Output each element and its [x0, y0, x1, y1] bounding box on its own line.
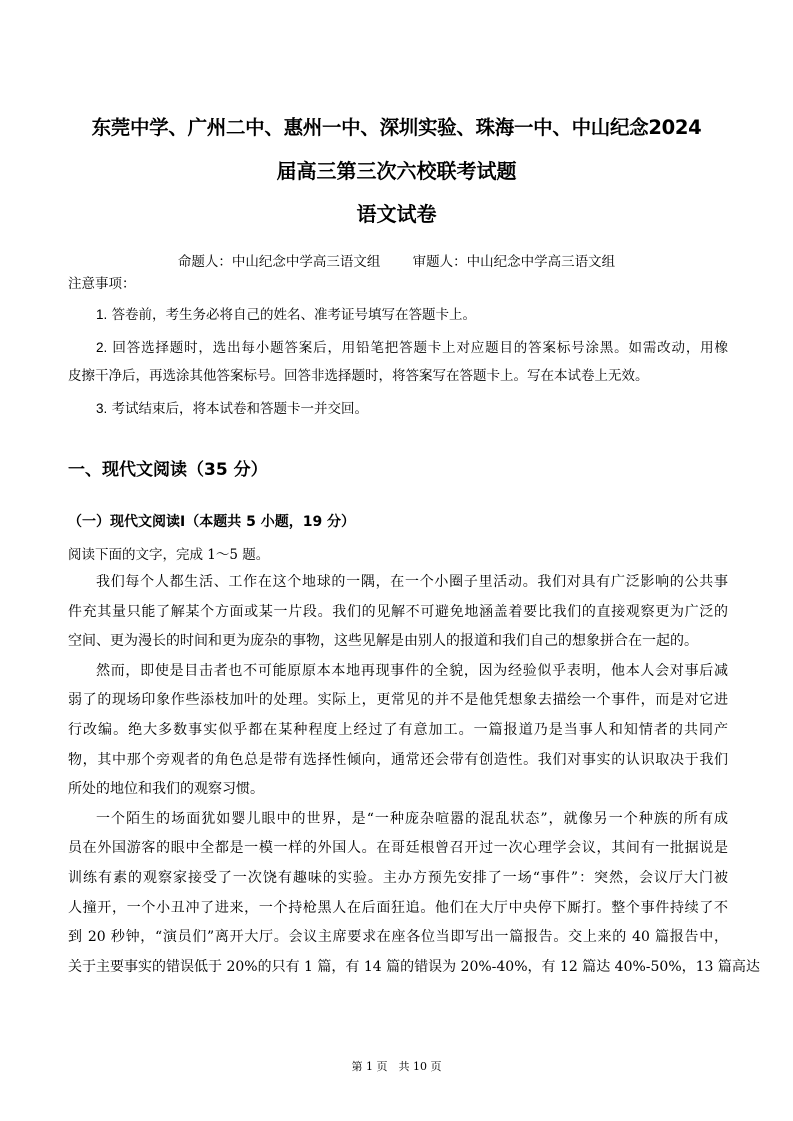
page-footer: 第 1 页 共 10 页 — [351, 1060, 442, 1073]
paragraph-line: 员在外国游客的眼中全都是一模一样的外国人。在哥廷根曾召开过一次心理学会议，其间有一批据说是 — [68, 840, 728, 857]
paragraph-line: 到 20 秒钟，“演员们”离开大厅。会议主席要求在座各位当即写出一篇报告。交上来的 40 篇报告中， — [68, 929, 728, 946]
note-num: 2. — [96, 340, 108, 355]
authors-line — [0, 250, 793, 270]
paragraph-line: 所处的地位和我们的观察习惯。 — [68, 781, 264, 798]
paragraph-line: 行改编。绝大多数事实似乎都在某种程度上经过了有意加工。一篇报道乃是当事人和知情者的共同产 — [68, 721, 728, 738]
note-item-2 — [68, 334, 728, 390]
note-text: 皮擦干净后，再选涂其他答案标号。回答非选择题时，将答案写在答题卡上。写在本试卷上无效。 — [68, 368, 649, 384]
paragraph-line: 空间、更为漫长的时间和更为庞杂的事物，这些见解是由别人的报道和我们自己的想象拼合在一起的。 — [68, 633, 698, 650]
note-text: 回答选择题时，选出每小题答案后，用铅笔把答题卡上对应题目的答案标号涂黑。如需改动，用橡 — [112, 340, 729, 356]
note-item-1 — [68, 301, 728, 329]
paragraph-line: 我们每个人都生活、工作在这个地球的一隅，在一个小圈子里活动。我们对具有广泛影响的公共事 — [96, 574, 728, 590]
setter: 命题人：中山纪念中学高三语文组 — [177, 254, 381, 270]
note-text: 考试结束后，将本试卷和答题卡一并交回。 — [111, 401, 369, 417]
paragraph-line: 人撞开，一个小丑冲了进来，一个持枪黑人在后面狂追。他们在大厅中央停下厮打。整个事件持续了不 — [68, 899, 728, 916]
exam-title-line2: 届高三第三次六校联考试题 — [276, 159, 517, 183]
note-item-3 — [68, 395, 728, 423]
paragraph-line: 件充其量只能了解某个方面或某一片段。我们的见解不可避免地涵盖着要比我们的直接观察更为广泛的 — [68, 603, 728, 620]
paragraph-line: 然而，即使是目击者也不可能原原本本地再现事件的全貌，因为经验似乎表明，他本人会对事后减 — [96, 662, 728, 679]
note-text: 答卷前，考生务必将自己的姓名、准考证号填写在答题卡上。 — [111, 307, 477, 323]
paragraph — [68, 805, 760, 983]
paragraph-line: 弱了的现场印象作些添枝加叶的处理。实际上，更常见的并不是他凭想象去描绘一个事件，而是对它进 — [68, 692, 728, 709]
reading-instruction: 阅读下面的文字，完成 1～5 题。 — [68, 547, 270, 563]
reading-passage — [68, 568, 760, 982]
exam-title-line1: 东莞中学、广州二中、惠州一中、深圳实验、珠海一中、中山纪念2024 — [91, 116, 702, 139]
paragraph — [68, 657, 728, 805]
paragraph-line: 关于主要事实的错误低于 20%的只有 1 篇，有 14 篇的错误为 20%-40%，有 12 篇达 40%-50%，13 篇高达 — [68, 958, 760, 975]
notes-label: 注意事项： — [68, 276, 136, 292]
paragraph-line: 一个陌生的场面犹如婴儿眼中的世界，是“一种庞杂喧嚣的混乱状态”，就像另一个种族的所有成 — [96, 810, 728, 827]
reviewer: 审题人：中山纪念中学高三语文组 — [412, 254, 616, 270]
note-num: 1. — [96, 307, 108, 322]
paragraph — [68, 568, 728, 657]
paragraph-line: 训练有素的观察家接受了一次饶有趣味的实验。主办方预先安排了一场“事件”：突然，会议厅大门被 — [68, 869, 728, 886]
exam-subtitle: 语文试卷 — [356, 202, 437, 226]
section-heading: 一、现代文阅读（35 分） — [68, 460, 268, 480]
subsection-heading: （一）现代文阅读Ⅰ（本题共 5 小题，19 分） — [68, 514, 356, 530]
note-num: 3. — [96, 401, 108, 416]
paragraph-line: 物，其中那个旁观者的角色总是带有选择性倾向，通常还会带有创造性。我们对事实的认识取决于我们 — [68, 751, 728, 768]
